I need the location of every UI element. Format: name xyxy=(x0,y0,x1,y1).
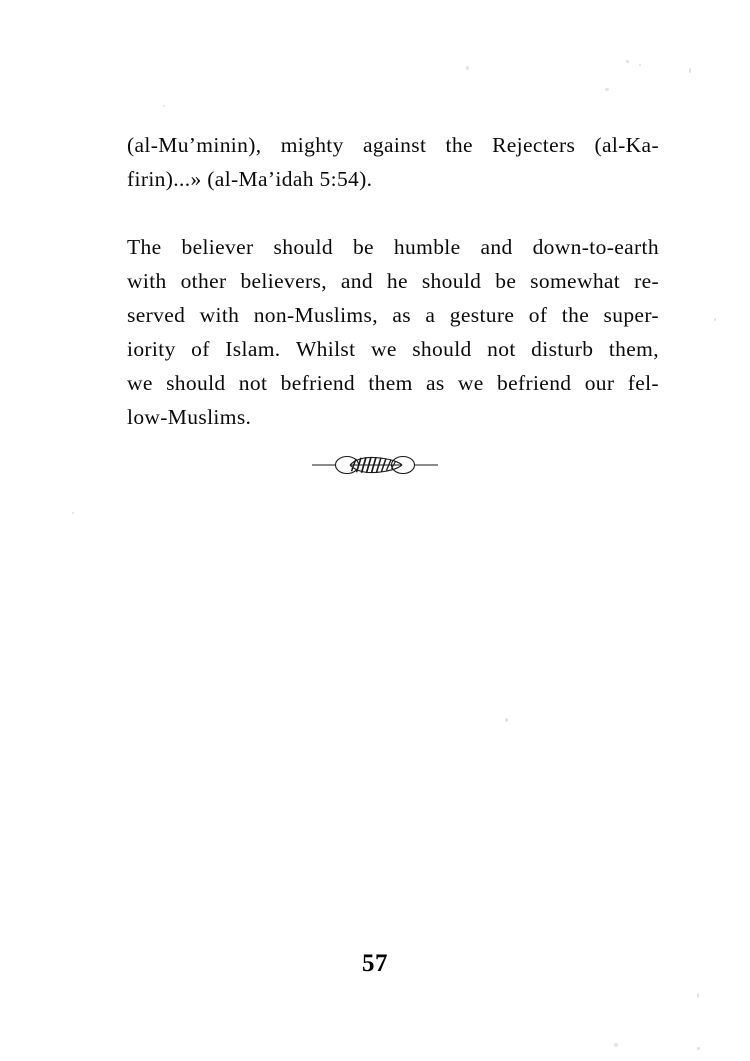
text-run: fel- xyxy=(627,371,659,395)
text-run: and xyxy=(480,235,513,259)
paragraph-believer-conduct xyxy=(127,230,659,434)
text-run: served xyxy=(127,303,186,327)
text-run: of xyxy=(191,337,210,361)
text-run: of xyxy=(528,303,548,327)
text-run: humble xyxy=(393,235,461,259)
text-run: believer xyxy=(181,235,254,259)
text-run: should xyxy=(412,337,472,361)
text-line xyxy=(127,332,659,366)
scan-speck xyxy=(639,64,641,66)
text-run: the xyxy=(445,133,473,157)
text-run: (al-Mu’minin), xyxy=(127,133,262,157)
paragraph-quote-continuation xyxy=(127,128,659,196)
text-run: them xyxy=(368,371,413,395)
text-line xyxy=(127,264,659,298)
text-run: iority xyxy=(127,337,176,361)
text-run: be xyxy=(495,269,517,293)
scan-speck xyxy=(626,60,629,63)
text-run: them, xyxy=(608,337,659,361)
text-run: with xyxy=(199,303,240,327)
text-run: he xyxy=(386,269,408,293)
scan-speck xyxy=(163,105,165,107)
scan-speck xyxy=(697,1047,700,1050)
text-run: with xyxy=(127,269,167,293)
text-run: befriend xyxy=(280,371,356,395)
text-run: should xyxy=(421,269,482,293)
text-run: disturb xyxy=(531,337,594,361)
text-run: not xyxy=(238,371,268,395)
page-text-block xyxy=(127,128,659,434)
text-run: as xyxy=(426,371,445,395)
text-line xyxy=(127,366,659,400)
text-run: not xyxy=(487,337,516,361)
scan-speck xyxy=(714,318,716,321)
text-run: befriend xyxy=(496,371,572,395)
text-run: we xyxy=(370,337,397,361)
text-line xyxy=(127,298,659,332)
braided-knot-icon xyxy=(310,452,440,478)
text-run: we xyxy=(127,371,153,395)
text-line xyxy=(127,230,659,264)
scan-speck xyxy=(466,66,469,70)
text-run: gesture xyxy=(449,303,515,327)
scan-speck xyxy=(72,512,74,514)
text-run: should xyxy=(166,371,226,395)
text-run: our xyxy=(584,371,615,395)
scan-speck xyxy=(505,718,508,722)
text-line xyxy=(127,162,659,196)
paragraph-gap xyxy=(127,196,659,230)
text-run: re- xyxy=(634,269,659,293)
text-run: against xyxy=(362,133,427,157)
text-run: the xyxy=(561,303,590,327)
text-line xyxy=(127,400,659,434)
text-run: Islam. xyxy=(225,337,281,361)
text-run: a xyxy=(425,303,436,327)
text-run: should xyxy=(273,235,333,259)
scan-speck xyxy=(614,1043,618,1047)
text-run: as xyxy=(392,303,411,327)
text-run: believers, xyxy=(240,269,327,293)
text-run: we xyxy=(457,371,484,395)
text-run: down-to-earth xyxy=(532,235,659,259)
text-run: low-Muslims. xyxy=(127,405,252,429)
text-run: be xyxy=(352,235,374,259)
text-run: other xyxy=(180,269,227,293)
scan-speck xyxy=(689,68,691,73)
text-run: The xyxy=(127,235,162,259)
scan-speck xyxy=(697,993,699,998)
text-line xyxy=(127,128,659,162)
text-run: Rejecters xyxy=(492,133,576,157)
text-run: non-Muslims, xyxy=(253,303,378,327)
text-run: super- xyxy=(603,303,659,327)
scan-speck xyxy=(605,88,609,91)
text-run: mighty xyxy=(280,133,344,157)
page-number: 57 xyxy=(362,950,388,977)
text-run: Whilst xyxy=(296,337,356,361)
text-run: somewhat xyxy=(530,269,621,293)
text-run: and xyxy=(340,269,373,293)
text-run: firin)...» (al-Ma’idah 5:54). xyxy=(127,167,373,191)
text-run: (al-Ka- xyxy=(594,133,659,157)
braided-knot-divider xyxy=(0,452,750,478)
